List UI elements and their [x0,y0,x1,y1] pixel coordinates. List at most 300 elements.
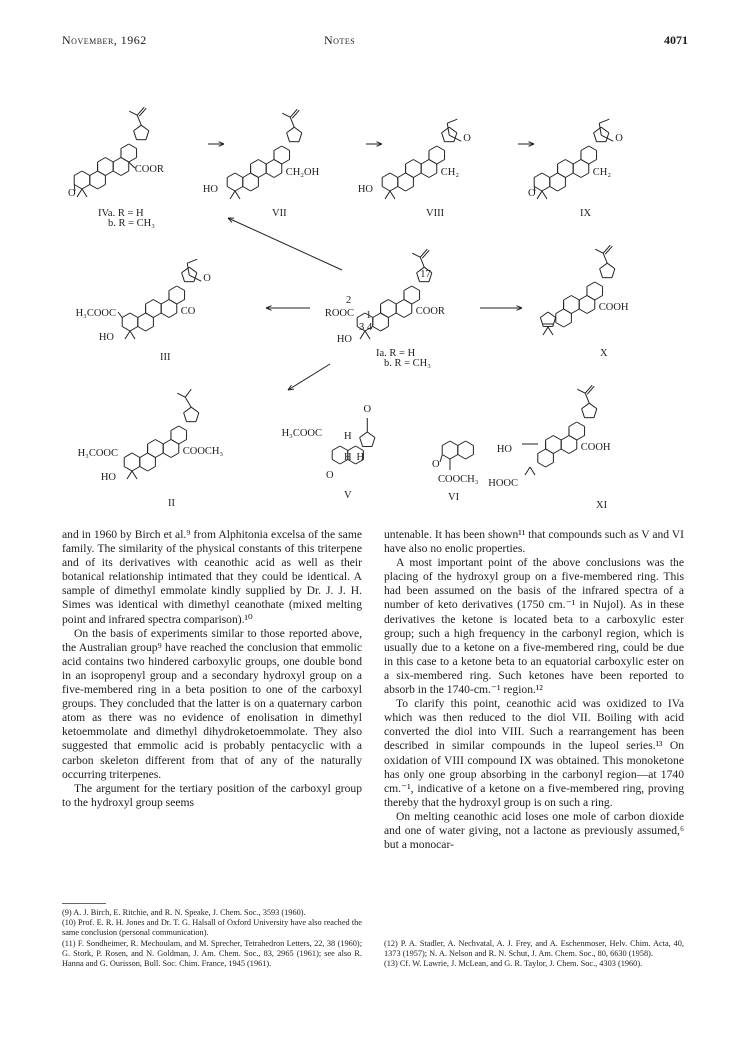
substituent-label: CH₂ [440,167,460,178]
ring [90,185,98,190]
ring [594,409,597,418]
reaction-arrow [228,218,342,270]
ring [569,449,577,454]
ring [113,158,121,163]
ring [553,318,556,327]
ring [542,173,550,178]
ring [138,327,146,332]
ring [381,300,389,305]
ring [449,127,457,133]
ring [130,327,138,332]
ring [581,173,589,178]
ring [553,449,561,454]
ring [182,273,185,282]
oxide-bridge [447,119,457,123]
oxygen-label: O [615,133,623,145]
ring [540,312,548,318]
atom-number: 3 [359,322,365,333]
footnote: (10) Prof. E. R. H. Jones and Dr. T. G. Halsall of Oxford University have also reached the same conclusion (personal communication). [62,918,362,938]
hydroxyl-label: HO [496,444,512,455]
ring [382,187,390,192]
right-column [384,528,684,852]
ring [561,449,569,454]
ring [184,407,192,413]
methyl [127,471,132,479]
ring [577,436,585,441]
ester-label: H₃COOC [77,448,118,459]
ring [406,160,414,165]
ring [235,187,243,192]
header-month: November, 1962 [62,33,147,47]
compound-number: III [160,352,171,363]
ring [121,144,129,149]
isopropyl [185,397,191,407]
ring [571,296,579,301]
ring [177,300,185,305]
ring [132,467,140,472]
ring [148,440,156,445]
ring [581,160,589,165]
ring [404,286,412,291]
paragraph: untenable. It has been shown¹¹ that compounds such as V and VI have also no enolic properties. [384,528,684,556]
ring [582,403,590,409]
footnote: (12) P. A. Stadler, A. Nechvatal, A. J. Frey, and A. Eschenmoser, Helv. Chim. Acta, 40, 1373 (1957); N. A. Nelson and R. N. Schut, J. Am. Chem. Soc., 80, 6630 (1958). [384,939,684,959]
ring [429,146,437,151]
substituent-label: CH₂OH [285,167,320,178]
ring [360,438,363,447]
ring [161,313,169,318]
ring [561,436,569,441]
ring [429,160,437,165]
ring [553,436,561,441]
ring [163,440,171,445]
ring [146,313,154,318]
ring [373,327,381,332]
ring [171,440,179,445]
ring [177,286,185,291]
ring [121,171,129,176]
ketone-label: O [326,470,334,481]
ring [153,300,161,305]
ring [129,144,137,149]
hydroxyl-label: HO [357,184,373,195]
ring [558,160,566,165]
ring [404,313,412,318]
ring [406,173,414,178]
ring [573,160,581,165]
ring [251,187,259,192]
ring [138,313,146,318]
ring [227,173,235,178]
reaction-arrow [288,364,330,390]
ring [140,467,148,472]
hydroxyl-label: HO [336,334,352,345]
ring [565,173,573,178]
ring [442,455,450,460]
ring [121,158,129,163]
compound-number: IX [580,208,592,219]
ring [589,160,597,165]
ring [579,309,587,314]
ring [367,432,375,438]
ring [600,269,603,278]
compound-number: IVa. R = H [98,208,144,219]
oxide-bridge [599,123,601,135]
ring [129,158,137,163]
substituent-label: COOH [598,302,629,313]
ring [587,296,595,301]
isopropenyl [603,253,607,263]
hydrogen-label: H [356,452,365,463]
compound-number: II [168,498,175,509]
footnote: (11) F. Sondheimer, R. Mechoulam, and M. Sprecher, Tetrahedron Letters, 22, 38 (1960); G. Stork, P. Rosen, and N. Goldman, J. Am. Chem. Soc., 83, 2965 (1961); see also R. Hanna and G. Ourisson, Bull. Soc. Chim. France, 1945 (1961). [62,938,362,969]
ring [587,282,595,287]
ring [146,131,149,140]
ring [82,171,90,176]
methyl [132,471,137,479]
substituent-label: CH₂ [592,167,612,178]
isopropenyl [282,113,290,117]
ring [587,309,595,314]
ring [546,436,554,441]
ring [388,300,396,305]
oxide-bridge [187,263,189,275]
ring [130,313,138,318]
ring [132,453,140,458]
structure-diagram [60,60,690,522]
ring [251,173,259,178]
ring [258,173,266,178]
ring [466,455,474,460]
ring [155,453,163,458]
ring [606,133,609,142]
methyl [543,327,548,335]
ring [124,453,132,458]
ring [274,173,282,178]
ring [332,460,340,465]
ring [134,131,137,140]
ring [595,296,603,301]
methyl [530,467,535,475]
ring [556,323,564,328]
ring [546,449,554,454]
substituent-label: COOR [415,306,445,317]
ring [564,309,572,314]
compound-number: VII [272,208,287,219]
ring [169,300,177,305]
isopropenyl [420,257,424,267]
ring [122,327,130,332]
ring [607,263,615,269]
ring [589,403,597,409]
ring [388,313,396,318]
left-column [62,528,362,810]
ketone-label: O [432,459,440,470]
isopropenyl [129,111,137,115]
ring [258,160,266,165]
ring [396,313,404,318]
ring [191,407,199,413]
isopropenyl [585,393,589,403]
header-section: Notes [324,33,356,47]
ring [155,440,163,445]
ring [571,309,579,314]
ring [356,446,364,451]
ring [437,160,445,165]
isopropenyl [137,115,141,125]
ring [360,432,368,438]
hydrogen-label: H [343,452,352,463]
ring [122,313,130,318]
ring [169,313,177,318]
paragraph: A most important point of the above conclusions was the placing of the hydroxyl group on a five-membered ring. This had been assumed on the basis of the infrared spectra of a number of keto derivatives (1750 cm.⁻¹ in Nujol). As in these derivatives the ketone is located beta to a carboxylic ester group; such a high frequency in the carbonyl region, which is usually due to a ketone on a five-membered ring, could be due in this case to a ketone beta to an equatorial carboxylic ester on a six-membered ring. Such ketones have been reported to absorb in the 1740-cm.⁻¹ region.¹² [384,556,684,697]
ring [373,313,381,318]
methyl [130,331,135,339]
ring [357,313,365,318]
paragraph: On the basis of experiments similar to those reported above, the Australian group⁹ have reached the conclusion that emmolic acid contains two hindered carboxylic groups, one double bond in an isopropenyl group and a secondary hydroxyl group on a five-membered ring in a beta position to one of the carboxyl groups. They concluded that the latter is on a quaternary carbon atom as there was no evidence of enolisation in dimethyl ketoemmolate and dimethyl dihydroketoemmolate. They also suggested that emmolic acid is probably pentacyclic with a carbon skeleton different from that of any of the naturally occurring triterpenes. [62,626,362,781]
ring [381,313,389,318]
ring [589,146,597,151]
ring [98,158,106,163]
ring [413,173,421,178]
footnote-rule [62,903,106,904]
ring [398,173,406,178]
ring [243,173,251,178]
atom-number: 1 [366,310,372,321]
ring [542,187,550,192]
paragraph: To clarify this point, ceanothic acid was oxidized to IVa which was then reduced to the diol VII. Boiling with acid converted the diol into VIII. Such a rearrangement has been described in similar compounds in the lupeol series.¹³ On oxidation of VIII compound IX was obtained. This monoketone has only one group absorbing in the carbonyl region—at 1740 cm.⁻¹, indicative of a ketone on a five-membered ring, proving thereby that the hydroxyl group is on such a ring. [384,697,684,809]
oxygen-label: O [463,133,471,145]
ring [179,440,187,445]
ring [141,125,149,131]
hydrogen-label: H [343,431,352,442]
ketone-label: O [363,404,372,415]
ring [140,453,148,458]
atom-number: 17 [420,269,431,281]
compound-number: VI [448,492,460,503]
ring [546,463,554,468]
ring [396,300,404,305]
footnotes-left [62,908,362,969]
ring [348,446,356,451]
ring [282,160,290,165]
structure-figure [60,60,690,522]
ring [556,309,564,314]
ring [105,171,113,176]
ring [550,173,558,178]
ring [581,146,589,151]
page-header [62,33,688,49]
ring [113,171,121,176]
substituent-label: CO [180,306,196,317]
compound-number: V [344,490,352,501]
ring [595,282,603,287]
ring [450,455,458,460]
methyl [125,331,130,339]
ring [287,133,290,142]
ring [429,173,437,178]
ester-label: ROOC [324,308,354,319]
ring [421,160,429,165]
ring [90,171,98,176]
ring [299,133,302,142]
ring [579,296,587,301]
ring [442,133,445,142]
ring [421,173,429,178]
ring [569,422,577,427]
methyl [230,191,235,199]
ring [124,467,132,472]
hydroxyl-label: HO [202,184,218,195]
footnote: (9) A. J. Birch, E. Ritchie, and R. N. Speake, J. Chem. Soc., 3593 (1960). [62,908,306,917]
ring [406,187,414,192]
substituent-label: COOR [134,164,164,175]
ring [538,449,546,454]
ring [148,453,156,458]
ester-label: H₃COOC [75,308,116,319]
page-number: 4071 [664,33,688,47]
ring [454,133,457,142]
ring [171,453,179,458]
ring [534,173,542,178]
ring [450,441,458,446]
ring [573,173,581,178]
oxide-bridge [447,123,449,135]
ring [340,446,348,451]
ring [274,160,282,165]
compound-number: VIII [426,208,445,219]
ring [184,413,187,422]
substituent-bond [118,312,122,318]
atom-number: 2 [346,295,352,306]
ring [266,173,274,178]
substituent-label: COOCH₃ [182,446,224,457]
ring [550,187,558,192]
ring [105,158,113,163]
ring [398,187,406,192]
ring [82,185,90,190]
ring [413,160,421,165]
ring [227,187,235,192]
ring [564,296,572,301]
paragraph: On melting ceanothic acid loses one mole of carbon dioxide and one of water giving, not a lactone as previously assumed,⁶ but a monocar- [384,809,684,852]
ring [235,173,243,178]
isopropyl [177,393,185,397]
oxide-bridge [187,259,197,263]
ring [372,438,375,447]
hydroxyl-label: HO [98,332,114,343]
ring [601,127,609,133]
ring [540,318,543,327]
ring [442,441,450,446]
ring [437,146,445,151]
carbonyl [440,455,442,462]
compound-number: b. R = CH₃ [108,218,155,229]
methyl [525,467,530,475]
ring [390,173,398,178]
compound-number: Ia. R = H [376,348,416,359]
ring [577,422,585,427]
methyl [537,191,542,199]
methyl [82,189,87,197]
ring [558,173,566,178]
ring [332,446,340,451]
methyl [548,327,553,335]
methyl [385,191,390,199]
ring [594,133,597,142]
methyl [542,191,547,199]
hydroxyl-label: HO [100,472,116,483]
methyl [235,191,240,199]
ring [612,269,615,278]
ring [294,127,302,133]
isopropenyl [412,253,420,257]
isopropyl [185,389,191,397]
ring [382,173,390,178]
ester-label: H₃COOC [281,428,322,439]
carboxyl-label: HOOC [488,478,518,489]
oxide-bridge [599,119,609,123]
compound-number: X [600,348,608,359]
ring [251,160,259,165]
paragraph: The argument for the tertiary position of the carboxyl group to the hydroxyl group seems [62,781,362,809]
ring [287,127,295,133]
ring [146,300,154,305]
ketone-label: O [68,188,76,199]
ring [266,160,274,165]
footnotes-right [384,939,684,970]
ring [282,146,290,151]
ring [153,313,161,318]
ring [390,187,398,192]
ring [569,436,577,441]
ring [243,187,251,192]
compound-number: b. R = CH₃ [384,358,431,369]
isopropenyl [290,117,294,127]
ring [458,455,466,460]
ring [189,267,197,273]
ring [538,463,546,468]
ring [163,453,171,458]
ring [600,263,608,269]
ring [98,185,106,190]
ring [179,426,187,431]
ring [146,327,154,332]
ring [458,441,466,446]
ring [548,312,556,318]
ketone-label: O [528,188,536,199]
ring [74,171,82,176]
ring [196,413,199,422]
substituent-label: COOCH₃ [438,474,479,485]
oxygen-label: O [203,273,211,285]
ring [564,323,572,328]
ring [161,300,169,305]
substituent-label: COOH [580,442,611,453]
ring [169,286,177,291]
ring [381,327,389,332]
ring [466,441,474,446]
compound-number: XI [596,500,608,511]
ring [412,300,420,305]
ring [417,273,420,282]
isopropenyl [595,249,603,253]
paragraph: and in 1960 by Birch et al.⁹ from Alphitonia excelsa of the same family. The similarity of the physical constants of this triterpene and of its derivatives with ceanothic acid as well as their botanical relationship intimated that they could be identical. A sample of dimethyl emmolate kindly supplied by Dr. J. J. H. Simes was identical with dimethyl ceanothate (mixed melting point and infrared spectra comparison).¹⁰ [62,528,362,626]
ring [134,125,142,131]
ring [171,426,179,431]
ring [565,160,573,165]
methyl [390,191,395,199]
